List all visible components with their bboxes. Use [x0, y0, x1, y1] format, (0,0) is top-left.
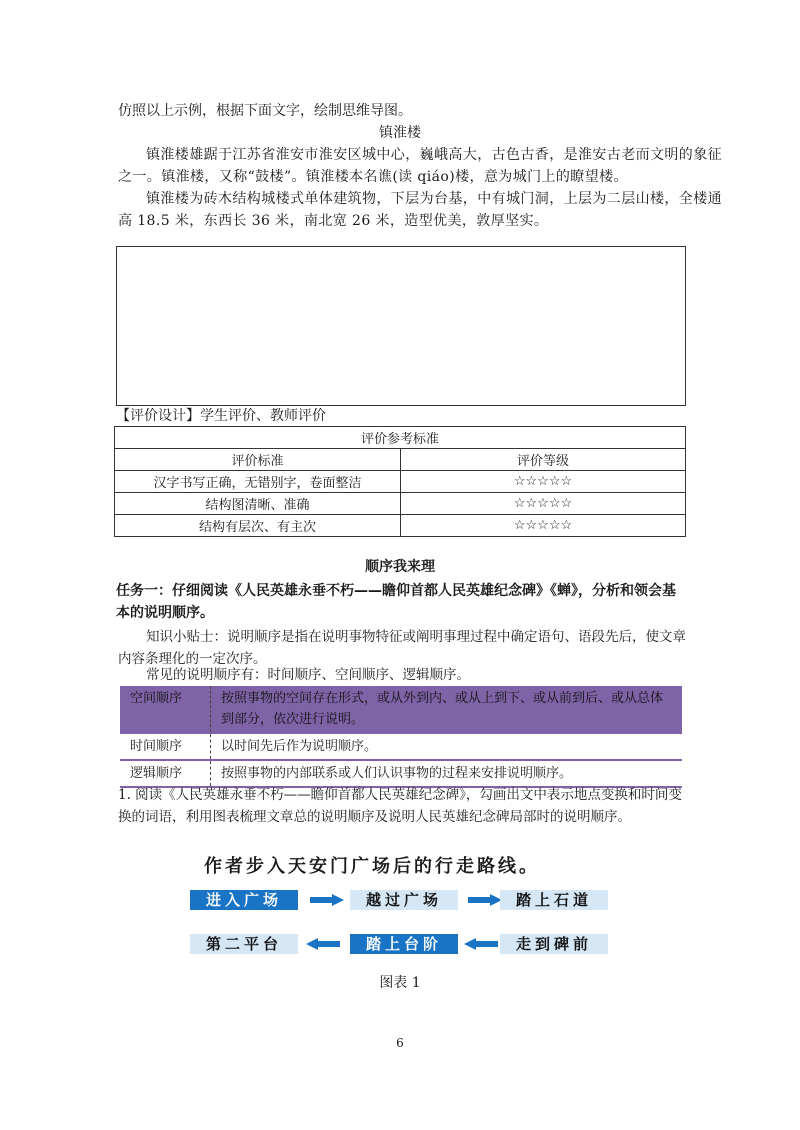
- arrow-right-icon: [310, 894, 344, 906]
- criteria-cell: 结构图清晰、准确: [115, 493, 401, 515]
- table-row: [115, 515, 686, 537]
- evaluation-label: 【评价设计】学生评价、教师评价: [116, 408, 326, 424]
- passage-line-2: 之一。镇淮楼，又称“鼓楼”。镇淮楼本名谯(读 qiáo)楼，意为城门上的瞭望楼。: [118, 169, 628, 185]
- flow-step-second-platform: 第二平台: [190, 934, 298, 954]
- evaluation-table-title: 评价参考标准: [115, 427, 686, 449]
- criteria-cell: 汉字书写正确，无错别字，卷面整洁: [115, 471, 401, 493]
- question-line-2: 换的词语，利用图表梳理文章总的说明顺序及说明人民英雄纪念碑局部时的说明顺序。: [118, 809, 631, 825]
- criteria-cell: 结构有层次、有主次: [115, 515, 401, 537]
- arrow-right-icon: [468, 894, 502, 906]
- order-desc: [211, 686, 683, 733]
- task-line-1: 任务一：仔细阅读《人民英雄永垂不朽——瞻仰首都人民英雄纪念碑》《蝉》，分析和领会基: [116, 583, 676, 599]
- order-desc-line: 到部分，依次进行说明。: [221, 712, 365, 727]
- task-line-2: 本的说明顺序。: [116, 605, 214, 621]
- question-line-1: 1. 阅读《人民英雄永垂不朽——瞻仰首都人民英雄纪念碑》，勾画出文中表示地点变换和时间变: [118, 787, 682, 803]
- evaluation-header-grade: 评价等级: [401, 449, 686, 471]
- passage-title: 镇淮楼: [379, 125, 421, 141]
- flow-step-cross-square: 越过广场: [350, 890, 458, 910]
- star-rating: ☆☆☆☆☆: [401, 493, 686, 515]
- table-row: [115, 471, 686, 493]
- order-name: 空间顺序: [120, 686, 211, 733]
- table-row: [120, 733, 682, 760]
- order-name: 时间顺序: [120, 733, 211, 760]
- order-desc-line: 按照事物的空间存在形式，或从外到内、或从上到下、或从前到后、或从总体: [221, 691, 664, 706]
- flow-step-steps: 踏上台阶: [350, 934, 458, 954]
- flow-step-before-monument: 走到碑前: [500, 934, 608, 954]
- passage-line-1: 镇淮楼雄踞于江苏省淮安市淮安区城中心，巍峨高大，古色古香，是淮安古老而文明的象征: [146, 147, 722, 163]
- order-name: 逻辑顺序: [120, 760, 211, 787]
- arrow-left-icon: [306, 938, 340, 950]
- table-row: [115, 493, 686, 515]
- arrow-left-icon: [464, 938, 498, 950]
- star-rating: ☆☆☆☆☆: [401, 515, 686, 537]
- passage-line-3: 镇淮楼为砖木结构城楼式单体建筑物，下层为台基，中有城门洞，上层为二层山楼，全楼通: [146, 191, 722, 207]
- instruction-text: 仿照以上示例，根据下面文字，绘制思维导图。: [118, 103, 412, 119]
- evaluation-header-criteria: 评价标准: [115, 449, 401, 471]
- flow-title: 作者步入天安门广场后的行走路线。: [204, 856, 540, 877]
- table-row: [120, 760, 682, 787]
- section-heading: 顺序我来理: [365, 559, 435, 575]
- mind-map-drawing-area[interactable]: [116, 246, 686, 406]
- tip-line-1: 知识小贴士：说明顺序是指在说明事物特征或阐明事理过程中确定语句、语段先后，使文章: [146, 629, 686, 645]
- flow-step-stone-path: 踏上石道: [500, 890, 608, 910]
- figure-caption: 图表 1: [379, 975, 421, 991]
- evaluation-table: [114, 426, 686, 537]
- flow-step-enter-square: 进入广场: [190, 890, 298, 910]
- common-orders-text: 常见的说明顺序有：时间顺序、空间顺序、逻辑顺序。: [146, 667, 470, 683]
- order-table: [120, 686, 682, 788]
- order-desc: 按照事物的内部联系或人们认识事物的过程来安排说明顺序。: [211, 760, 683, 787]
- star-rating: ☆☆☆☆☆: [401, 471, 686, 493]
- order-desc: 以时间先后作为说明顺序。: [211, 733, 683, 760]
- passage-line-4: 高 18.5 米，东西长 36 米，南北宽 26 米，造型优美，敦厚坚实。: [118, 213, 549, 229]
- page-number: 6: [396, 1036, 404, 1050]
- table-row: [120, 686, 682, 733]
- tip-line-2: 内容条理化的一定次序。: [118, 651, 267, 667]
